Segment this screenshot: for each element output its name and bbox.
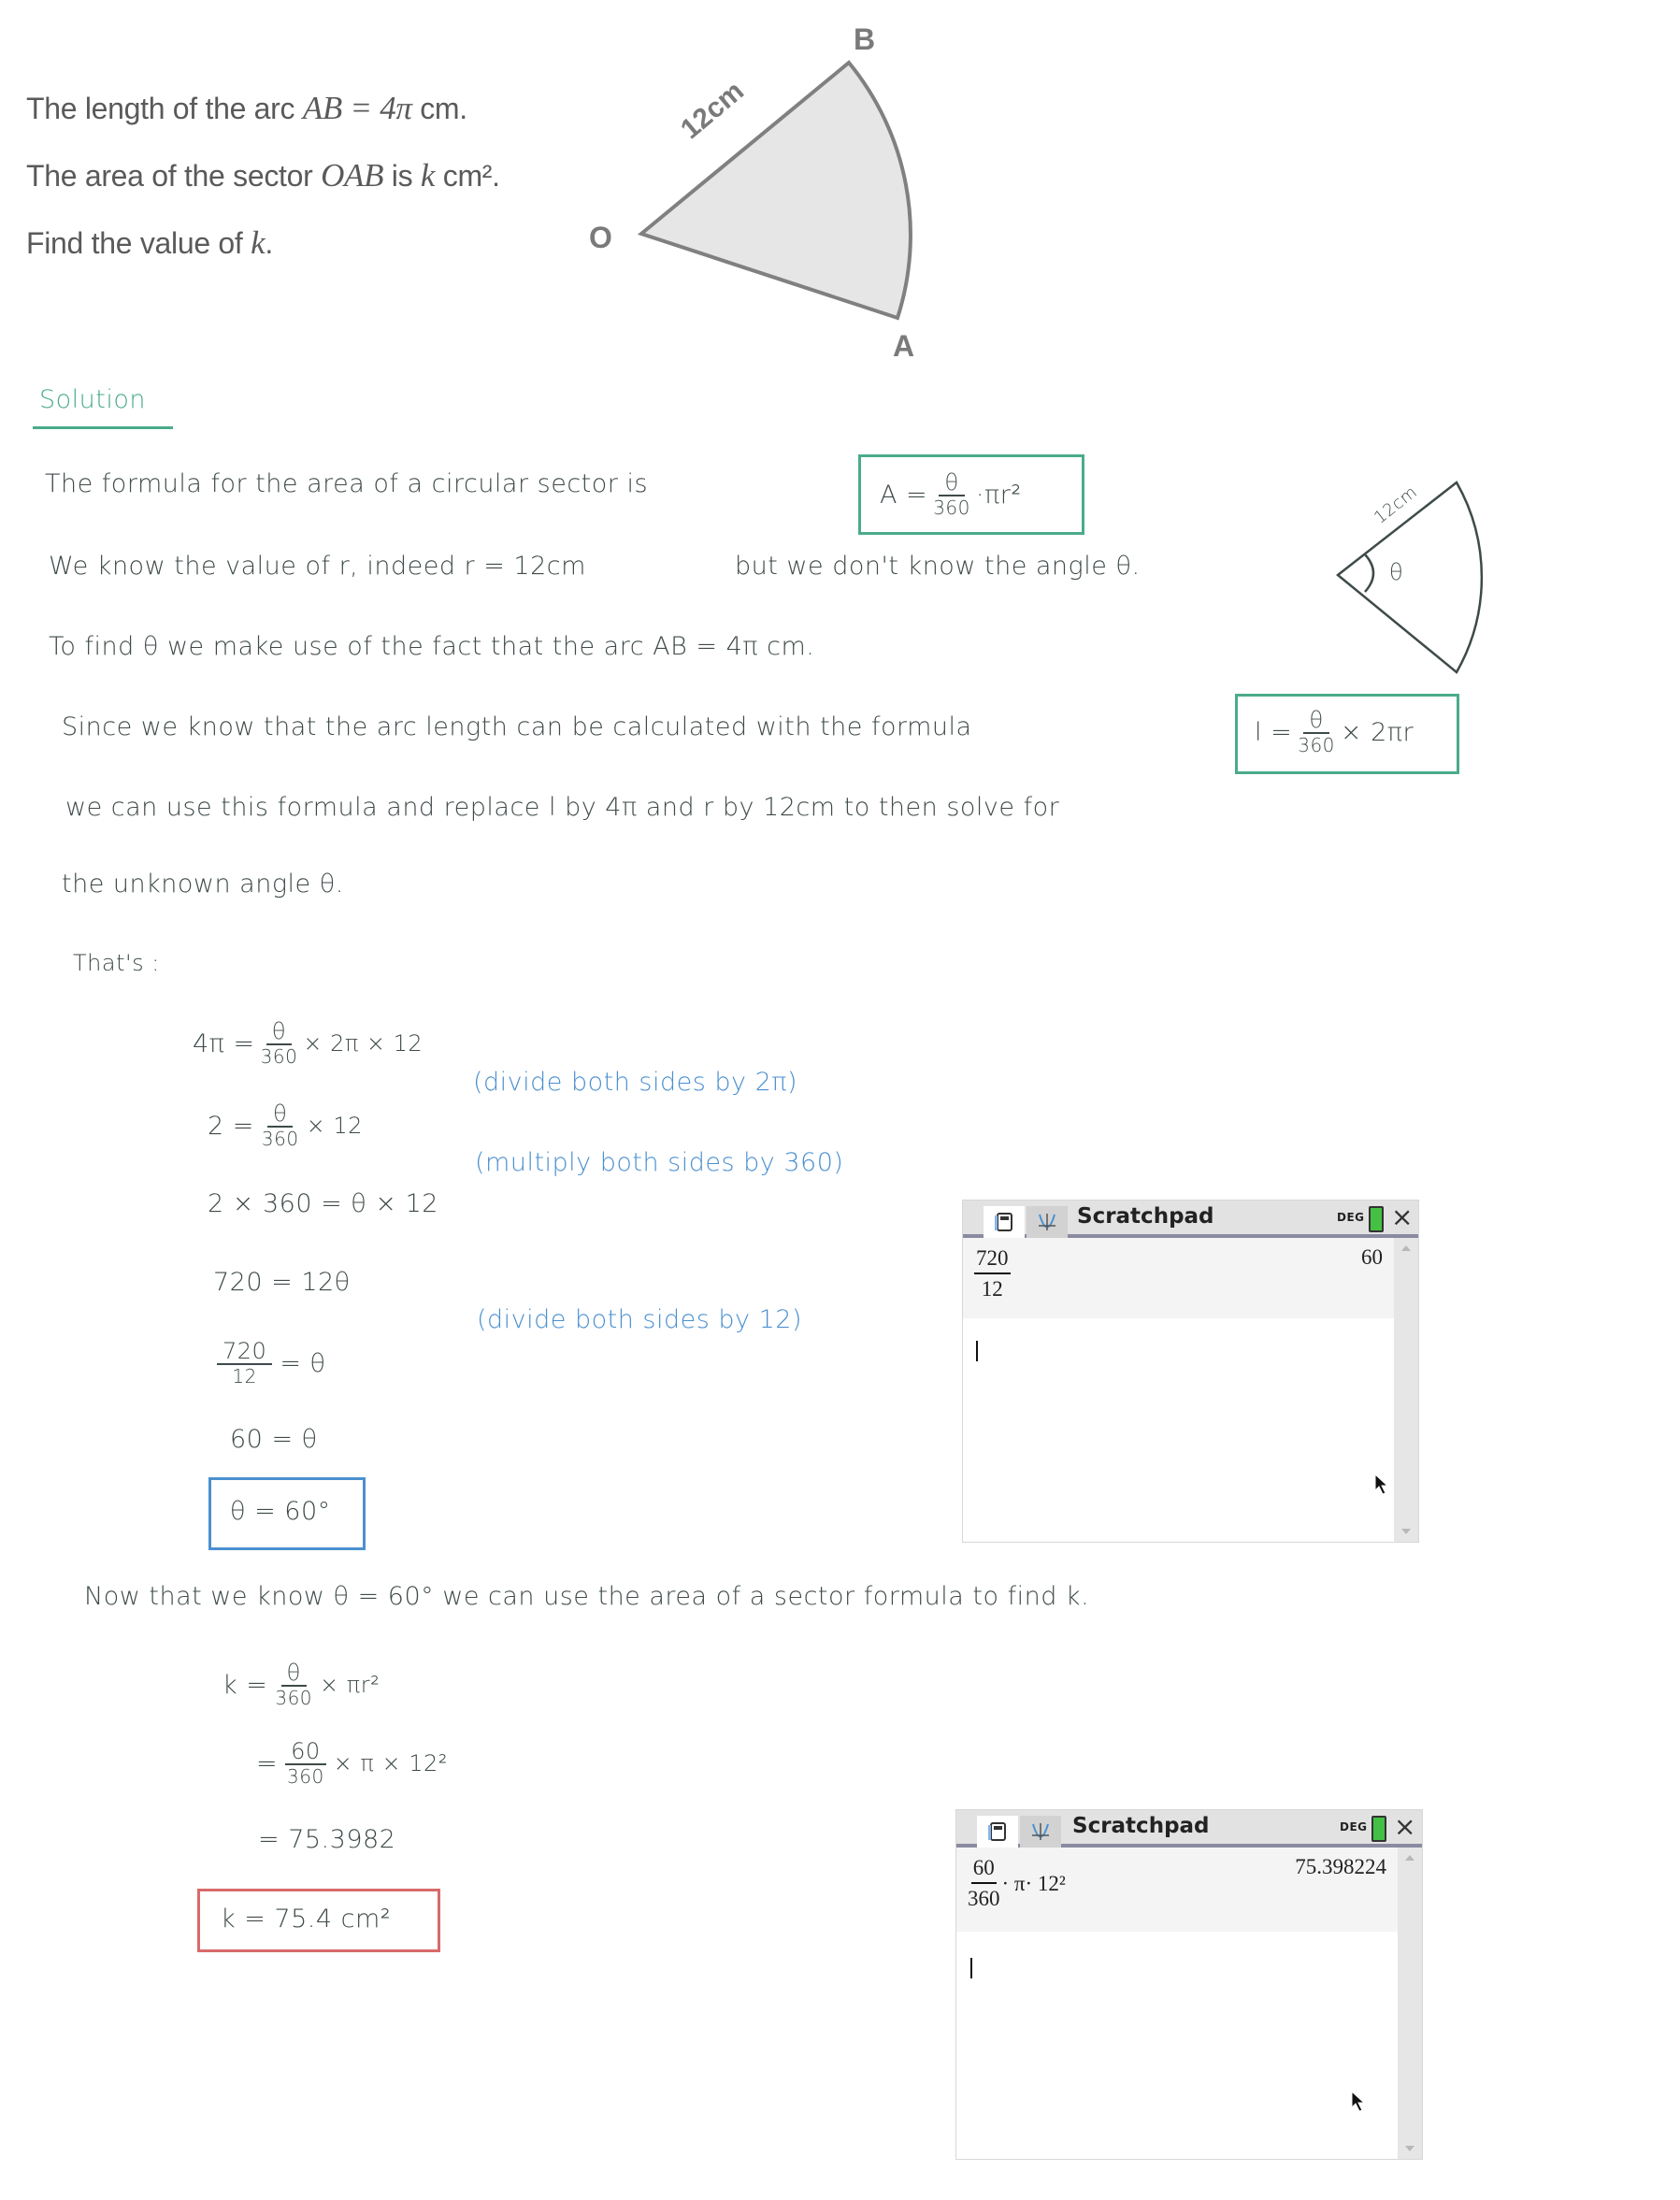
battery-icon: [1371, 1816, 1386, 1842]
solution-line-find-theta: To find θ we make use of the fact that the arc AB = 4π cm.: [49, 632, 815, 661]
label-o: O: [589, 221, 612, 254]
k-result: k = 75.4 cm²: [221, 1905, 392, 1934]
close-button[interactable]: ×: [1394, 1811, 1416, 1842]
scrollbar[interactable]: [1394, 1238, 1418, 1542]
step-3: 2 × 360 = θ × 12: [208, 1189, 438, 1218]
fraction-denominator: 12: [232, 1365, 257, 1388]
fraction: [933, 470, 970, 519]
solution-heading: Solution: [39, 385, 146, 414]
calculator-icon: [994, 1212, 1014, 1232]
expression-rest: · π· 12²: [1001, 1871, 1066, 1895]
arc-formula-box: [1235, 694, 1459, 774]
math-oab: OAB: [321, 157, 384, 194]
mouse-pointer-icon: [1351, 2091, 1366, 2113]
fraction-denominator: 360: [933, 496, 970, 520]
fraction-numerator: 720: [217, 1339, 272, 1365]
text-cursor: [976, 1341, 978, 1361]
fraction: [285, 1739, 326, 1788]
step-lhs: 2 =: [208, 1111, 254, 1141]
fraction-numerator: θ: [939, 470, 964, 496]
k-step-1: [223, 1661, 380, 1709]
solution-line-unknown-theta: but we don't know the angle θ.: [735, 552, 1141, 581]
step-lhs: =: [256, 1748, 279, 1778]
fraction-numerator: θ: [267, 1101, 293, 1128]
history-entry[interactable]: [956, 1848, 1398, 1932]
step-1: [193, 1019, 423, 1068]
fraction-denominator: 12: [981, 1276, 1003, 1301]
fraction-denominator: 360: [968, 1886, 1000, 1910]
solution-line-arc-intro: Since we know that the arc length can be calculated with the formula: [62, 712, 972, 741]
label-radius: 12cm: [675, 75, 750, 146]
area-formula-box: [858, 454, 1084, 535]
step-rest: × πr²: [320, 1672, 381, 1699]
text: .: [265, 226, 273, 260]
fraction-numerator: θ: [1303, 708, 1328, 734]
scratchpad-header: [956, 1810, 1422, 1848]
formula-rest: × 2πr: [1340, 717, 1414, 747]
calculator-tab[interactable]: [977, 1816, 1018, 1848]
solution-heading-underline: [33, 426, 173, 429]
fraction-numerator: θ: [266, 1019, 292, 1045]
annotation-multiply-360: (multiply both sides by 360): [475, 1148, 844, 1177]
history-expression: [968, 1855, 1066, 1913]
step-rest: × 2π × 12: [303, 1030, 424, 1057]
solution-line-unknown-angle: the unknown angle θ.: [62, 870, 344, 899]
area-formula: [880, 470, 1022, 519]
math-ab: AB: [302, 90, 342, 126]
fraction-denominator: 360: [275, 1687, 313, 1710]
formula-lhs: l =: [1255, 717, 1293, 747]
text: cm.: [411, 92, 467, 125]
graph-tab[interactable]: [1020, 1816, 1061, 1848]
k-result-box: [197, 1889, 440, 1952]
fraction: [974, 1245, 1011, 1303]
text: The area of the sector: [26, 159, 322, 193]
scrollbar[interactable]: [1398, 1848, 1422, 2159]
step-4: 720 = 12θ: [213, 1268, 351, 1297]
angle-mode-indicator: DEG: [1340, 1820, 1368, 1833]
sector-sketch: [1328, 472, 1515, 687]
solution-thats: That's :: [73, 950, 160, 976]
sketch-radius-label: 12cm: [1371, 482, 1422, 528]
step-lhs: 4π =: [193, 1028, 255, 1058]
calculator-icon: [987, 1821, 1008, 1842]
question-line-sector-area: [26, 157, 500, 194]
graph-icon: [1030, 1821, 1051, 1842]
angle-mode-indicator: DEG: [1337, 1211, 1365, 1224]
step-rest: × 12: [306, 1113, 363, 1140]
mouse-pointer-icon: [1374, 1474, 1389, 1496]
scratchpad-window-1[interactable]: [962, 1200, 1419, 1543]
fraction: [275, 1661, 312, 1709]
scroll-down-icon[interactable]: [1405, 2146, 1414, 2151]
solution-line-now-find-k: Now that we know θ = 60° we can use the area of a sector formula to find k.: [84, 1582, 1090, 1611]
theta-result: θ = 60°: [230, 1497, 331, 1526]
step-rest: × π × 12²: [333, 1750, 448, 1777]
fraction: [261, 1019, 298, 1068]
scroll-up-icon[interactable]: [1405, 1855, 1414, 1861]
fraction-denominator: 360: [1298, 734, 1335, 757]
step-6: 60 = θ: [230, 1425, 318, 1454]
history-entry[interactable]: [963, 1238, 1394, 1318]
step-5: [217, 1339, 326, 1388]
fraction: [968, 1855, 1000, 1913]
label-b: B: [854, 22, 876, 56]
scroll-down-icon[interactable]: [1401, 1529, 1411, 1534]
graph-icon: [1037, 1212, 1057, 1232]
step-rest: = θ: [280, 1348, 326, 1378]
solution-line-known-r: We know the value of r, indeed r = 12cm: [49, 552, 586, 581]
history-result: 75.398224: [1295, 1855, 1386, 1878]
solution-line-area-formula-intro: The formula for the area of a circular sector is: [45, 469, 649, 498]
calculator-tab[interactable]: [984, 1206, 1025, 1238]
k-step-2: [256, 1739, 448, 1788]
formula-lhs: A =: [880, 480, 928, 510]
history-result: 60: [1361, 1245, 1383, 1269]
scratchpad-title: Scratchpad: [1077, 1204, 1214, 1229]
formula-rest: ·πr²: [975, 480, 1022, 510]
text: cm².: [435, 159, 500, 193]
fraction: [217, 1339, 272, 1388]
fraction-numerator: 720: [974, 1245, 1011, 1274]
arc-formula: [1255, 708, 1414, 756]
graph-tab[interactable]: [1027, 1206, 1068, 1238]
fraction-denominator: 360: [260, 1045, 298, 1069]
fraction: [262, 1101, 299, 1150]
fraction-numerator: 60: [971, 1855, 997, 1884]
fraction-denominator: 360: [261, 1128, 299, 1151]
history-expression: [974, 1245, 1011, 1303]
text: The length of the arc: [26, 92, 303, 125]
math-k: k: [420, 157, 436, 194]
fraction-numerator: θ: [281, 1661, 307, 1687]
step-lhs: k =: [223, 1670, 268, 1700]
math-eq: = 4π: [341, 90, 412, 126]
scratchpad-title: Scratchpad: [1072, 1814, 1210, 1838]
annotation-divide-2pi: (divide both sides by 2π): [473, 1068, 798, 1097]
fraction-denominator: 360: [287, 1765, 324, 1789]
annotation-divide-12: (divide both sides by 12): [477, 1305, 802, 1334]
close-button[interactable]: ×: [1391, 1201, 1414, 1232]
fraction: [1298, 708, 1335, 756]
text: is: [383, 159, 421, 193]
scratchpad-window-2[interactable]: [955, 1809, 1423, 2160]
text: Find the value of: [26, 226, 251, 260]
text-cursor: [970, 1958, 972, 1978]
question-line-find-k: [26, 224, 273, 262]
fraction-numerator: 60: [285, 1739, 326, 1765]
label-a: A: [893, 329, 915, 363]
scratchpad-header: [963, 1201, 1418, 1238]
step-2: [208, 1101, 363, 1150]
k-step-3: = 75.3982: [258, 1825, 396, 1854]
scroll-up-icon[interactable]: [1401, 1245, 1411, 1251]
math-k: k: [251, 224, 266, 261]
battery-icon: [1369, 1206, 1384, 1232]
sketch-angle-label: θ: [1389, 559, 1404, 585]
solution-line-replace: we can use this formula and replace l by 4π and r by 12cm to then solve for: [65, 793, 1060, 822]
question-line-arc-length: [26, 90, 467, 127]
theta-result-box: [208, 1477, 366, 1550]
